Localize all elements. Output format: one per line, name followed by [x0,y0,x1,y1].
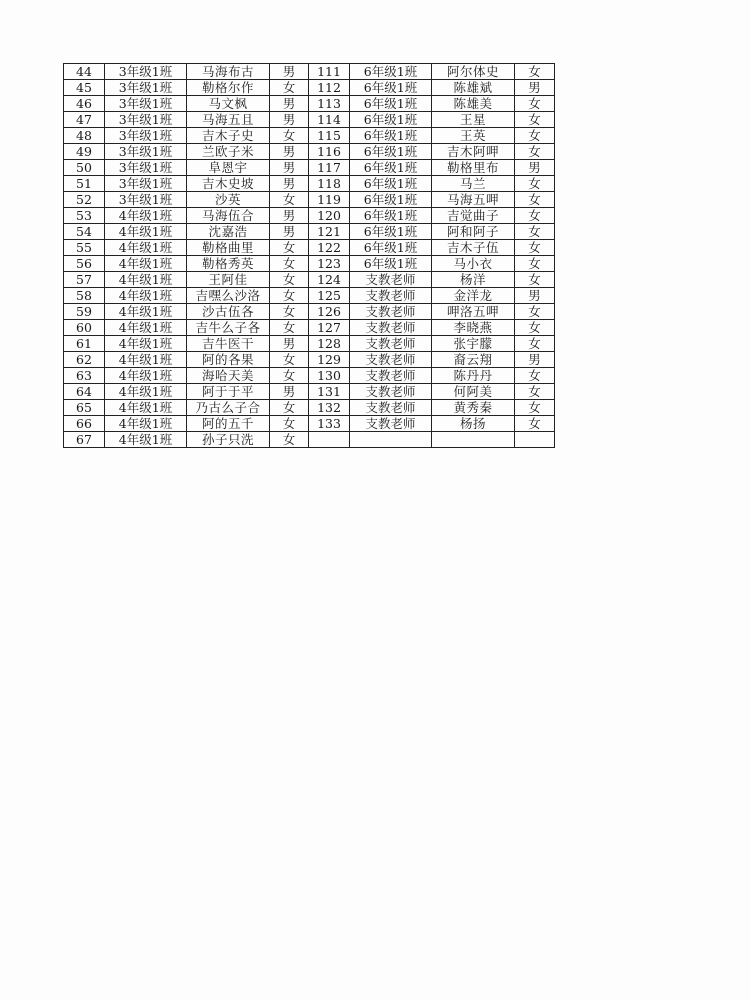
name-cell: 马海五呷 [432,192,515,208]
gender-cell: 女 [515,272,555,288]
class-cell: 3年级1班 [105,96,187,112]
table-row [64,432,555,448]
number-cell: 121 [309,224,350,240]
class-cell: 4年级1班 [105,432,187,448]
name-cell: 李晓燕 [432,320,515,336]
class-cell: 支教老师 [350,400,432,416]
name-cell: 马海伍合 [187,208,270,224]
name-cell: 呷洛五呷 [432,304,515,320]
table-row [64,240,555,256]
table-row [64,64,555,80]
table-row [64,128,555,144]
gender-cell: 男 [515,80,555,96]
class-cell: 支教老师 [350,272,432,288]
name-cell: 沙古伍各 [187,304,270,320]
name-cell: 王英 [432,128,515,144]
name-cell: 海哈天美 [187,368,270,384]
number-cell: 51 [64,176,105,192]
table-row [64,224,555,240]
table-row [64,96,555,112]
name-cell: 阿于于平 [187,384,270,400]
table-row [64,256,555,272]
class-cell: 4年级1班 [105,224,187,240]
name-cell: 金洋龙 [432,288,515,304]
number-cell: 126 [309,304,350,320]
table-row [64,160,555,176]
class-cell: 4年级1班 [105,368,187,384]
table-row [64,304,555,320]
number-cell: 54 [64,224,105,240]
class-cell: 支教老师 [350,336,432,352]
number-cell: 131 [309,384,350,400]
gender-cell: 女 [515,96,555,112]
gender-cell: 男 [270,96,309,112]
table-row [64,192,555,208]
name-cell: 沈嘉浩 [187,224,270,240]
table-row [64,384,555,400]
table-row [64,112,555,128]
class-cell: 6年级1班 [350,80,432,96]
class-cell: 6年级1班 [350,240,432,256]
number-cell: 58 [64,288,105,304]
gender-cell: 女 [270,192,309,208]
class-cell: 4年级1班 [105,416,187,432]
number-cell: 127 [309,320,350,336]
gender-cell: 男 [270,64,309,80]
class-cell: 6年级1班 [350,112,432,128]
number-cell: 60 [64,320,105,336]
class-cell: 3年级1班 [105,160,187,176]
name-cell: 何阿美 [432,384,515,400]
class-cell: 4年级1班 [105,208,187,224]
class-cell: 4年级1班 [105,384,187,400]
gender-cell: 女 [270,368,309,384]
gender-cell: 女 [270,240,309,256]
class-cell: 4年级1班 [105,240,187,256]
gender-cell: 女 [270,288,309,304]
gender-cell: 女 [270,304,309,320]
number-cell: 112 [309,80,350,96]
gender-cell: 女 [515,384,555,400]
name-cell: 勒格里布 [432,160,515,176]
gender-cell: 男 [270,336,309,352]
number-cell: 67 [64,432,105,448]
name-cell: 马小衣 [432,256,515,272]
class-cell: 支教老师 [350,288,432,304]
class-cell: 4年级1班 [105,336,187,352]
gender-cell: 女 [270,432,309,448]
number-cell: 50 [64,160,105,176]
number-cell: 113 [309,96,350,112]
gender-cell: 女 [515,240,555,256]
gender-cell: 男 [515,160,555,176]
number-cell: 133 [309,416,350,432]
gender-cell: 女 [515,400,555,416]
table-row [64,288,555,304]
name-cell: 马文枫 [187,96,270,112]
gender-cell: 女 [515,112,555,128]
number-cell: 129 [309,352,350,368]
class-cell: 4年级1班 [105,272,187,288]
number-cell: 64 [64,384,105,400]
name-cell: 吉木子史 [187,128,270,144]
class-cell: 6年级1班 [350,224,432,240]
number-cell: 46 [64,96,105,112]
name-cell: 陈丹丹 [432,368,515,384]
gender-cell: 女 [270,80,309,96]
roster-table [63,63,555,448]
class-cell [350,432,432,448]
table-row [64,352,555,368]
name-cell: 杨扬 [432,416,515,432]
name-cell: 杨洋 [432,272,515,288]
class-cell: 4年级1班 [105,304,187,320]
class-cell: 支教老师 [350,416,432,432]
name-cell: 阿的五千 [187,416,270,432]
class-cell: 6年级1班 [350,160,432,176]
number-cell: 44 [64,64,105,80]
table-row [64,176,555,192]
class-cell: 6年级1班 [350,128,432,144]
name-cell: 阜恩宇 [187,160,270,176]
class-cell: 6年级1班 [350,208,432,224]
class-cell: 3年级1班 [105,64,187,80]
number-cell: 123 [309,256,350,272]
name-cell: 勒格秀英 [187,256,270,272]
class-cell: 支教老师 [350,352,432,368]
table-row [64,368,555,384]
name-cell: 吉木子伍 [432,240,515,256]
gender-cell: 女 [270,352,309,368]
gender-cell: 女 [270,320,309,336]
gender-cell: 女 [270,400,309,416]
number-cell: 47 [64,112,105,128]
name-cell [432,432,515,448]
class-cell: 3年级1班 [105,128,187,144]
number-cell: 66 [64,416,105,432]
table-row [64,208,555,224]
name-cell: 裔云翔 [432,352,515,368]
class-cell: 支教老师 [350,304,432,320]
name-cell: 王星 [432,112,515,128]
name-cell: 马海布古 [187,64,270,80]
gender-cell: 女 [515,256,555,272]
class-cell: 6年级1班 [350,96,432,112]
name-cell: 阿的各果 [187,352,270,368]
number-cell: 115 [309,128,350,144]
name-cell: 陈雄美 [432,96,515,112]
name-cell: 吉木阿呷 [432,144,515,160]
name-cell: 勒格曲里 [187,240,270,256]
number-cell: 117 [309,160,350,176]
table-row [64,336,555,352]
gender-cell: 女 [515,416,555,432]
number-cell: 62 [64,352,105,368]
class-cell: 4年级1班 [105,288,187,304]
number-cell: 114 [309,112,350,128]
number-cell: 116 [309,144,350,160]
number-cell: 124 [309,272,350,288]
class-cell: 6年级1班 [350,256,432,272]
gender-cell: 女 [515,192,555,208]
number-cell: 63 [64,368,105,384]
name-cell: 沙英 [187,192,270,208]
name-cell: 孙子只洗 [187,432,270,448]
gender-cell: 男 [270,208,309,224]
gender-cell: 女 [515,336,555,352]
class-cell: 6年级1班 [350,64,432,80]
gender-cell [515,432,555,448]
number-cell: 111 [309,64,350,80]
gender-cell: 男 [270,112,309,128]
class-cell: 4年级1班 [105,400,187,416]
name-cell: 吉嘿么沙洛 [187,288,270,304]
gender-cell: 女 [270,272,309,288]
gender-cell: 男 [270,160,309,176]
number-cell: 56 [64,256,105,272]
table-row [64,144,555,160]
gender-cell: 男 [270,176,309,192]
number-cell: 52 [64,192,105,208]
number-cell: 45 [64,80,105,96]
number-cell: 120 [309,208,350,224]
name-cell: 阿和阿子 [432,224,515,240]
class-cell: 4年级1班 [105,352,187,368]
number-cell: 55 [64,240,105,256]
number-cell: 57 [64,272,105,288]
gender-cell: 女 [515,64,555,80]
gender-cell: 女 [515,368,555,384]
class-cell: 3年级1班 [105,144,187,160]
number-cell: 53 [64,208,105,224]
class-cell: 3年级1班 [105,112,187,128]
name-cell: 阿尔体史 [432,64,515,80]
class-cell: 支教老师 [350,368,432,384]
number-cell: 128 [309,336,350,352]
gender-cell: 女 [270,416,309,432]
gender-cell: 男 [270,224,309,240]
number-cell: 125 [309,288,350,304]
gender-cell: 女 [515,224,555,240]
table-row [64,320,555,336]
number-cell: 48 [64,128,105,144]
class-cell: 支教老师 [350,320,432,336]
number-cell: 122 [309,240,350,256]
name-cell: 黄秀秦 [432,400,515,416]
gender-cell: 男 [270,384,309,400]
name-cell: 马兰 [432,176,515,192]
gender-cell: 男 [515,288,555,304]
gender-cell: 女 [270,256,309,272]
roster-body [64,64,555,448]
table-row [64,416,555,432]
class-cell: 6年级1班 [350,176,432,192]
number-cell: 118 [309,176,350,192]
gender-cell: 女 [515,144,555,160]
gender-cell: 女 [515,304,555,320]
table-row [64,272,555,288]
class-cell: 6年级1班 [350,144,432,160]
gender-cell: 女 [270,128,309,144]
gender-cell: 女 [515,320,555,336]
gender-cell: 女 [515,176,555,192]
number-cell: 61 [64,336,105,352]
name-cell: 吉牛医干 [187,336,270,352]
number-cell: 132 [309,400,350,416]
class-cell: 3年级1班 [105,192,187,208]
name-cell: 乃古么子合 [187,400,270,416]
name-cell: 王阿佳 [187,272,270,288]
gender-cell: 女 [515,128,555,144]
class-cell: 支教老师 [350,384,432,400]
class-cell: 6年级1班 [350,192,432,208]
number-cell: 65 [64,400,105,416]
name-cell: 陈雄斌 [432,80,515,96]
number-cell: 130 [309,368,350,384]
table-row [64,80,555,96]
gender-cell: 男 [515,352,555,368]
number-cell [309,432,350,448]
number-cell: 119 [309,192,350,208]
name-cell: 吉木史坡 [187,176,270,192]
name-cell: 吉觉曲子 [432,208,515,224]
class-cell: 4年级1班 [105,320,187,336]
class-cell: 3年级1班 [105,80,187,96]
gender-cell: 男 [270,144,309,160]
name-cell: 吉牛么子各 [187,320,270,336]
table-row [64,400,555,416]
name-cell: 兰欧子米 [187,144,270,160]
class-cell: 3年级1班 [105,176,187,192]
number-cell: 59 [64,304,105,320]
name-cell: 马海五且 [187,112,270,128]
gender-cell: 女 [515,208,555,224]
name-cell: 勒格尔作 [187,80,270,96]
number-cell: 49 [64,144,105,160]
name-cell: 张宇朦 [432,336,515,352]
class-cell: 4年级1班 [105,256,187,272]
